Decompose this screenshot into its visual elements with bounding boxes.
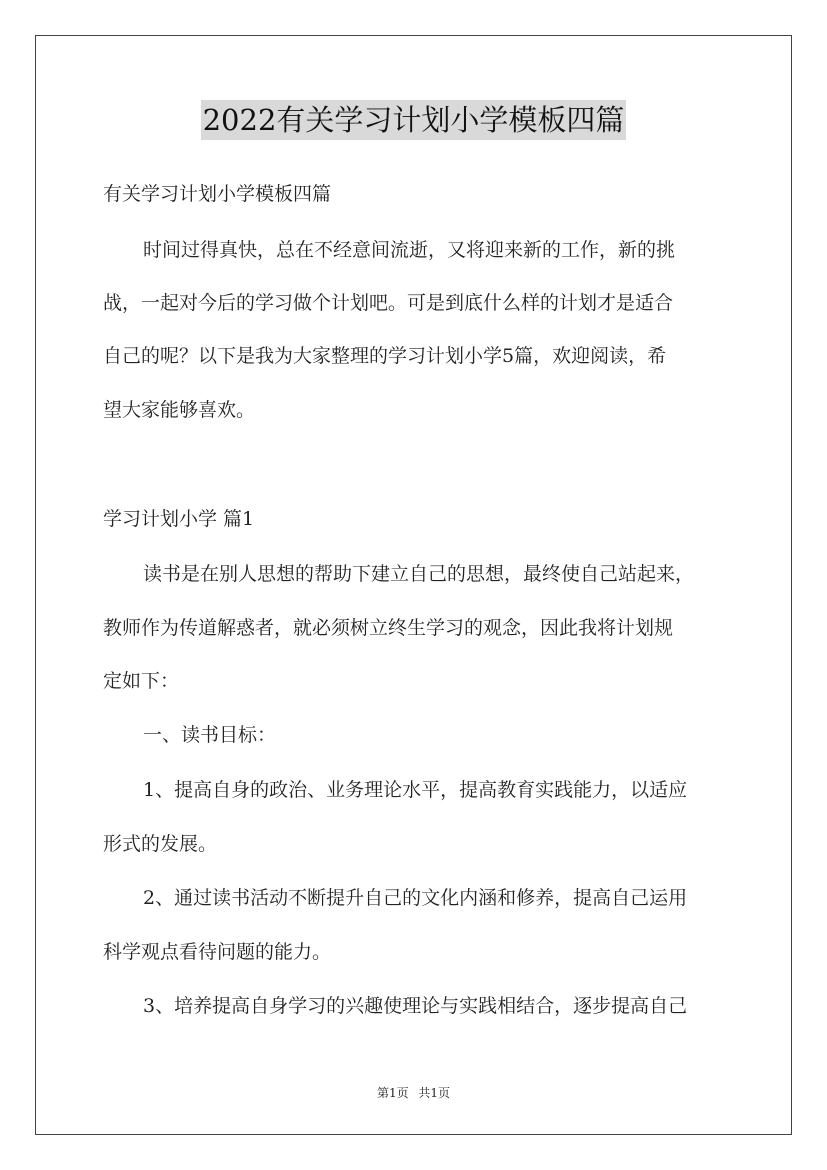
section-line: 一、读书目标： [143, 724, 277, 746]
intro-line: 时间过得真快，总在不经意间流逝，又将迎来新的工作，新的挑 [143, 239, 676, 261]
intro-line: 战，一起对今后的学习做个计划吧。可是到底什么样的计划才是适合 [103, 292, 674, 314]
document-subtitle: 有关学习计划小学模板四篇 [103, 183, 332, 205]
section-line: 定如下： [103, 670, 180, 692]
section-line: 教师作为传道解惑者，就必须树立终生学习的观念，因此我将计划规 [103, 617, 674, 639]
section-line: 形式的发展。 [103, 833, 218, 855]
section-line: 2、通过读书活动不断提升自己的文化内涵和修养，提高自己运用 [143, 887, 688, 909]
title-container [0, 100, 827, 140]
section-line: 3、培养提高自身学习的兴趣使理论与实践相结合，逐步提高自己 [143, 995, 688, 1017]
intro-line: 自己的呢？以下是我为大家整理的学习计划小学5篇，欢迎阅读，希 [103, 345, 667, 367]
section-line: 科学观点看待问题的能力。 [103, 941, 332, 963]
page-number: 第1页 [376, 1086, 409, 1100]
intro-line: 望大家能够喜欢。 [103, 399, 256, 421]
section-line: 读书是在别人思想的帮助下建立自己的思想，最终使自己站起来， [143, 563, 695, 585]
document-title: 2022有关学习计划小学模板四篇 [201, 100, 627, 140]
section-line: 1、提高自身的政治、业务理论水平，提高教育实践能力，以适应 [143, 779, 688, 801]
section-heading: 学习计划小学 篇1 [103, 508, 255, 530]
page-footer [0, 1084, 827, 1101]
page-total: 共1页 [418, 1086, 451, 1100]
